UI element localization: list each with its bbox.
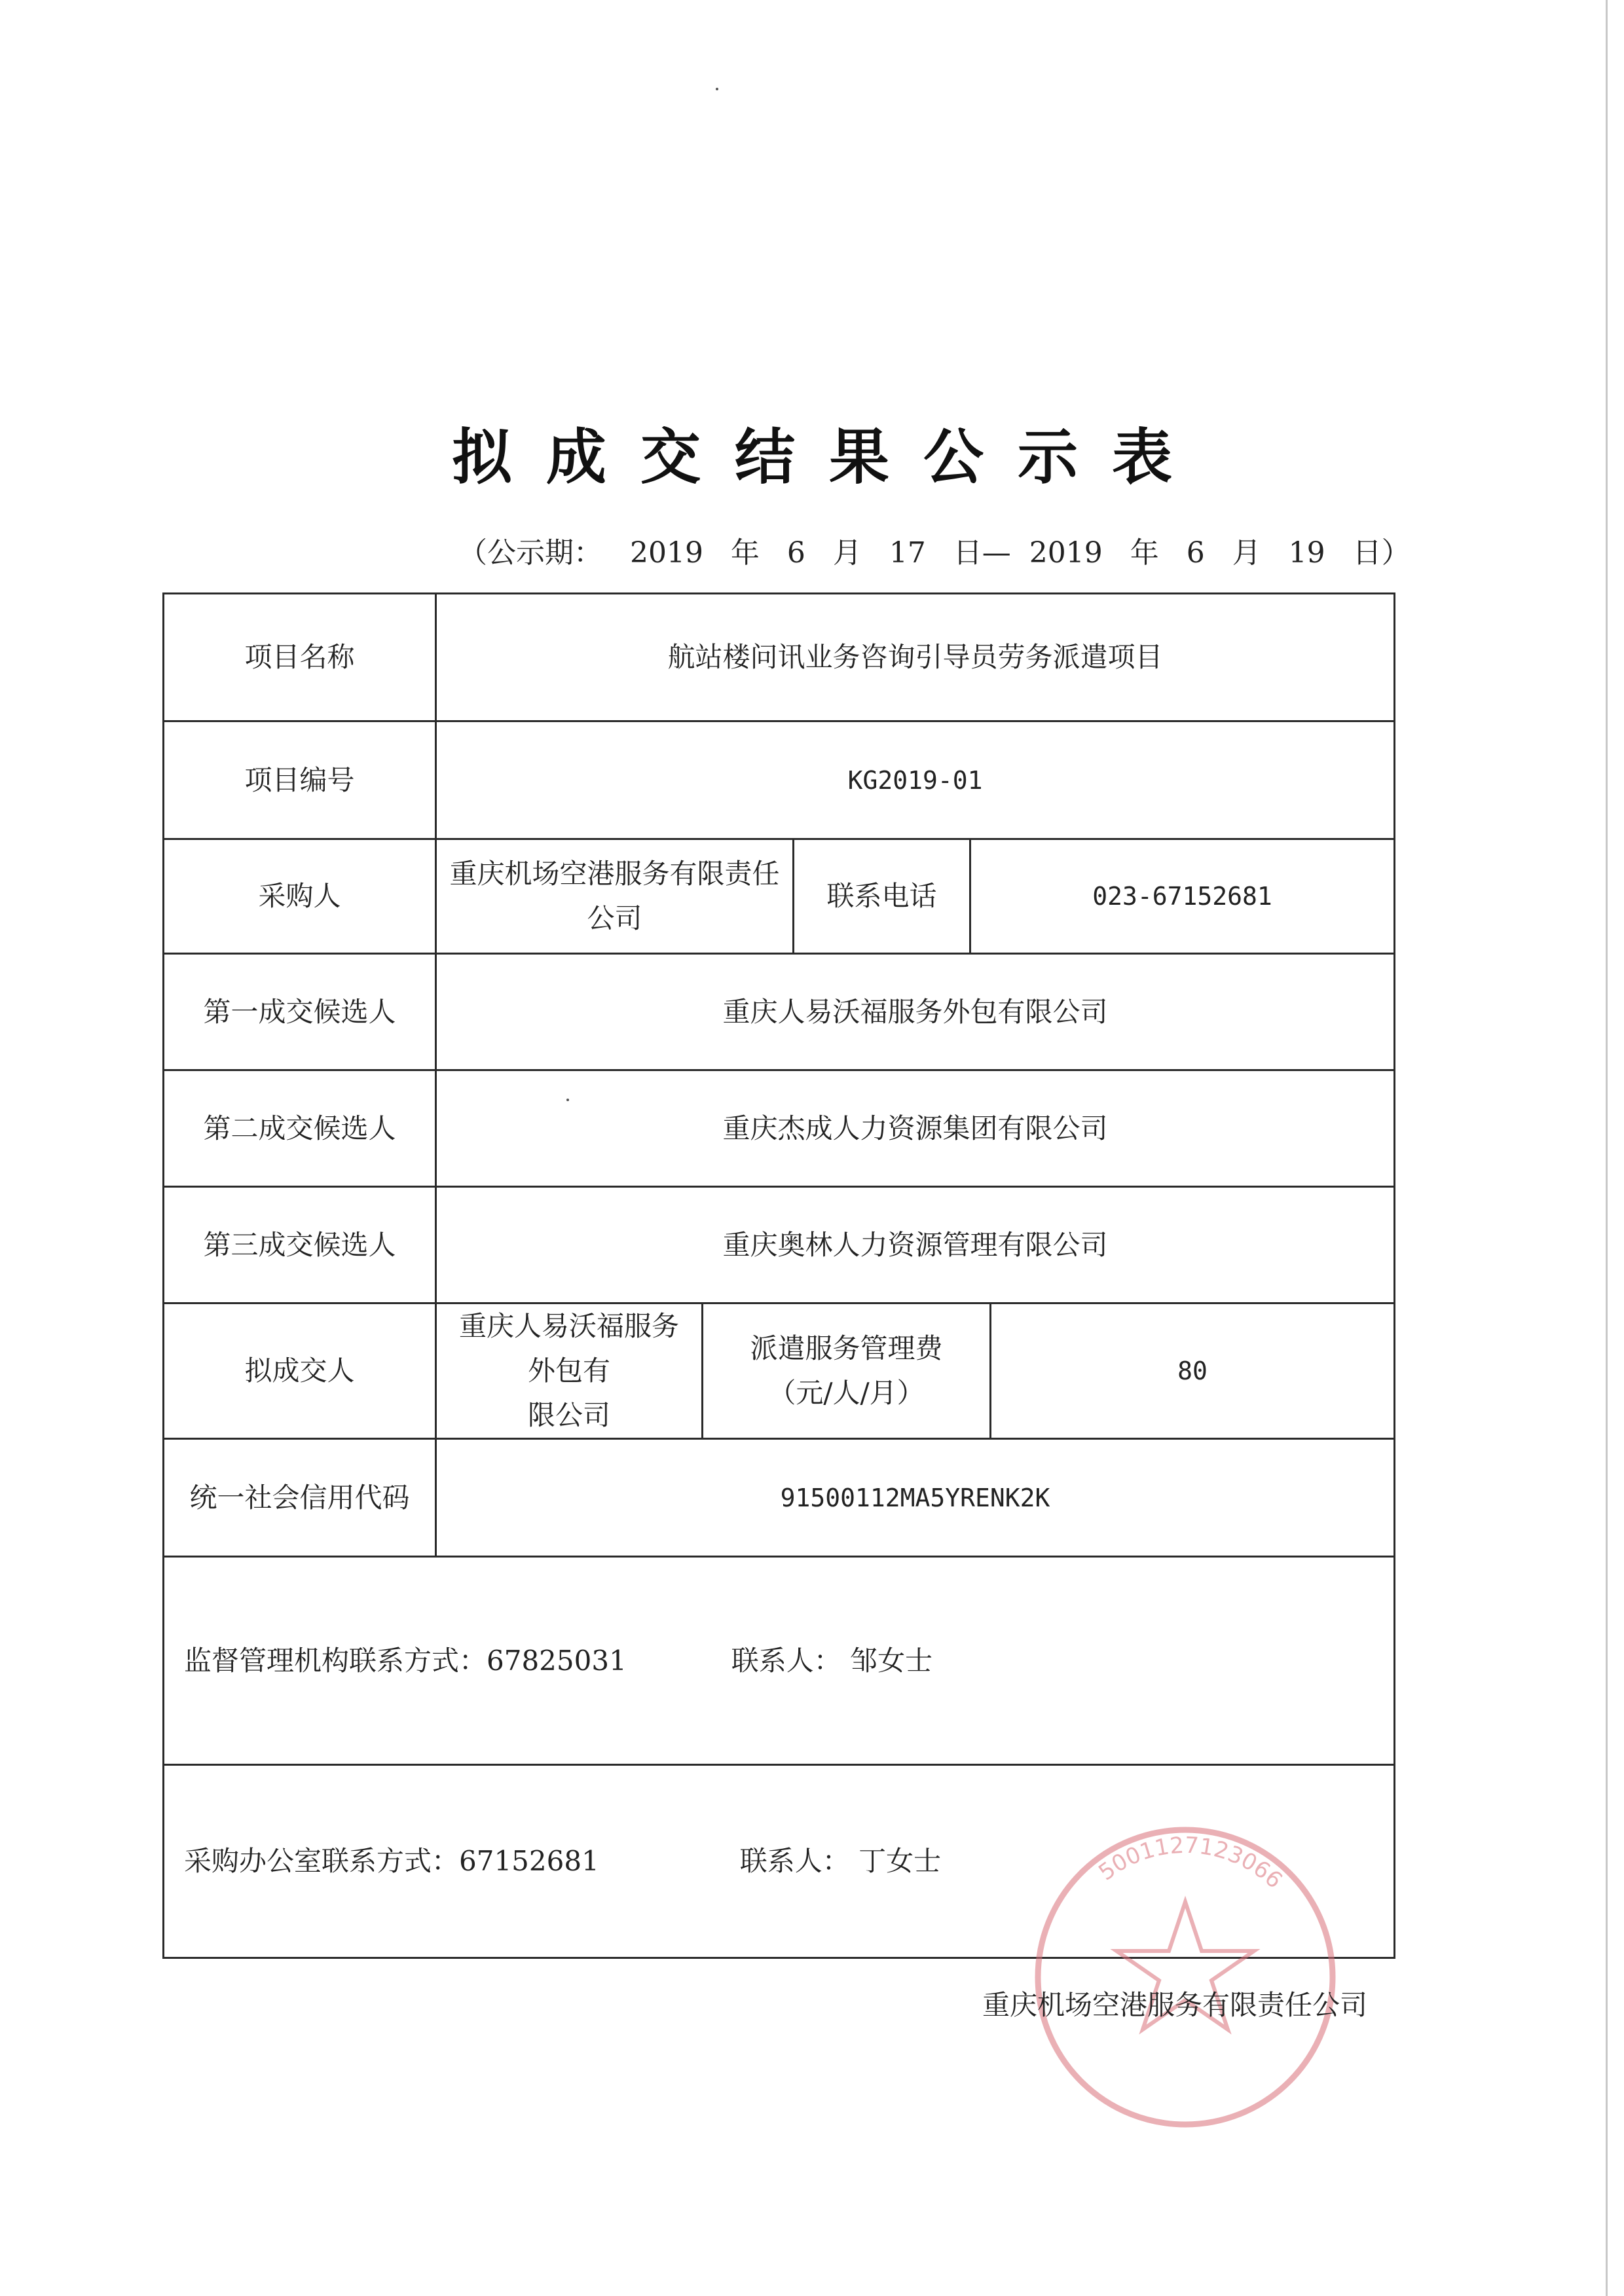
row-supervision [164,1557,1395,1765]
supervision-person: 邹女士 [850,1644,933,1677]
credit-code-label: 统一社会信用代码 [164,1439,436,1557]
candidate-3-label: 第三成交候选人 [164,1187,436,1303]
candidate-3-value: 重庆奥林人力资源管理有限公司 [436,1187,1395,1303]
scan-speck [716,88,718,90]
end-month: 6 [1186,536,1205,570]
candidate-1-value: 重庆人易沃福服务外包有限公司 [436,954,1395,1070]
start-month: 6 [786,536,805,570]
candidate-2-value: 重庆杰成人力资源集团有限公司 [436,1070,1395,1187]
supervision-phone: 67825031 [487,1644,627,1677]
row-credit-code [164,1439,1395,1557]
candidate-1-label: 第一成交候选人 [164,954,436,1070]
purchaser-value: 重庆机场空港服务有限责任公司 [436,839,794,954]
start-day: 17 [889,536,926,570]
result-table [162,592,1393,1956]
project-name-label: 项目名称 [164,594,436,721]
purchaser-label: 采购人 [164,839,436,954]
company-seal-stamp [1028,1820,1342,2134]
end-year: 2019 [1029,536,1103,570]
credit-code-value: 91500112MA5YRENK2K [436,1439,1395,1557]
seal-number: 5001127123066 [1094,1832,1287,1894]
candidate-2-label: 第二成交候选人 [164,1070,436,1187]
row-project-no [164,721,1395,839]
office-phone: 67152681 [459,1845,599,1877]
start-year: 2019 [629,536,703,570]
fee-label: 派遣服务管理费 （元/人/月） [703,1303,991,1439]
publicity-period: （公示期： 2019 年 6 月 17 日— 2019 年 6 月 19 日） [458,536,1411,570]
row-candidate-2 [164,1070,1395,1187]
row-project-name [164,594,1395,721]
signing-company: 重庆机场空港服务有限责任公司 [982,1989,1368,2021]
phone-value: 023-67152681 [970,839,1395,954]
end-day: 19 [1288,536,1325,570]
document-title: 拟成交结果公示表 [451,422,1206,492]
row-purchaser [164,839,1395,954]
winner-value: 重庆人易沃福服务外包有 限公司 [436,1303,703,1439]
phone-label: 联系电话 [794,839,970,954]
project-no-label: 项目编号 [164,721,436,839]
office-person: 丁女士 [858,1845,942,1877]
fee-value: 80 [991,1303,1395,1439]
scan-edge-line [1606,0,1608,2296]
project-name-value: 航站楼问讯业务咨询引导员劳务派遣项目 [436,594,1395,721]
supervision-contact: 监督管理机构联系方式：67825031 联系人： 邹女士 [164,1557,1395,1765]
row-candidate-1 [164,954,1395,1070]
winner-label: 拟成交人 [164,1303,436,1439]
row-candidate-3 [164,1187,1395,1303]
project-no-value: KG2019-01 [436,721,1395,839]
row-winner [164,1303,1395,1439]
office-contact: 采购办公室联系方式：67152681 联系人： 丁女士 [164,1765,1395,1958]
